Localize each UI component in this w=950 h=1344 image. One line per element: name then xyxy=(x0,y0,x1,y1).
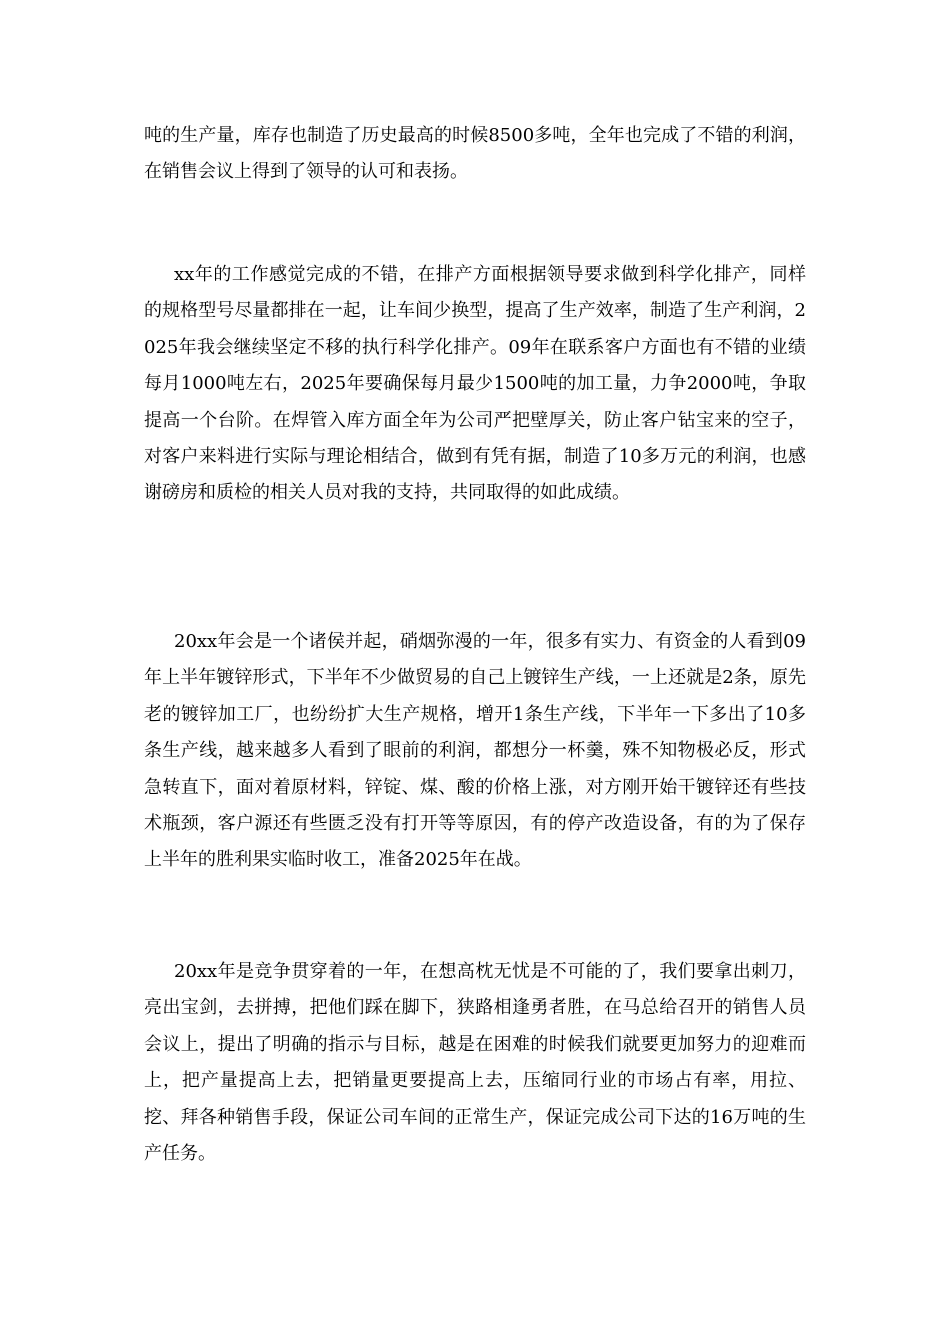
paragraph-2: xx年的工作感觉完成的不错，在排产方面根据领导要求做到科学化排产，同样的规格型号尽量都排在一起，让车间少换型，提高了生产效率，制造了生产利润，2025年我会继续坚定不移的执行科学化排产。09年在联系客户方面也有不错的业绩每月1000吨左右，2025年要确保每月最少1500吨的加工量，力争2000吨，争取提高一个台阶。在焊管入库方面全年为公司严把壁厚关，防止客户钻宝来的空子，对客户来料进行实际与理论相结合，做到有凭有据，制造了10多万元的利润，也感谢磅房和质检的相关人员对我的支持，共同取得的如此成绩。 xyxy=(144,264,806,504)
paragraph-4: 20xx年是竞争贯穿着的一年，在想高枕无忧是不可能的了，我们要拿出刺刀，亮出宝剑，去拼搏，把他们踩在脚下，狭路相逢勇者胜，在马总给召开的销售人员会议上，提出了明确的指示与目标，越是在困难的时候我们就要更加努力的迎难而上，把产量提高上去，把销量更要提高上去，压缩同行业的市场占有率，用拉、挖、拜各种销售手段，保证公司车间的正常生产，保证完成公司下达的16万吨的生产任务。 xyxy=(144,961,806,1165)
paragraph-3: 20xx年会是一个诸侯并起，硝烟弥漫的一年，很多有实力、有资金的人看到09年上半年镀锌形式，下半年不少做贸易的自己上镀锌生产线，一上还就是2条，原先老的镀锌加工厂，也纷纷扩大生产规格，增开1条生产线，下半年一下多出了10多条生产线，越来越多人看到了眼前的利润，都想分一杯羹，殊不知物极必反，形式急转直下，面对着原材料，锌锭、煤、酸的价格上涨，对方刚开始干镀锌还有些技术瓶颈，客户源还有些匮乏没有打开等等原因，有的停产改造设备，有的为了保存上半年的胜利果实临时收工，准备2025年在战。 xyxy=(144,631,806,871)
paragraph-1: 吨的生产量，库存也制造了历史最高的时候8500多吨，全年也完成了不错的利润，在销售会议上得到了领导的认可和表扬。 xyxy=(144,125,806,183)
